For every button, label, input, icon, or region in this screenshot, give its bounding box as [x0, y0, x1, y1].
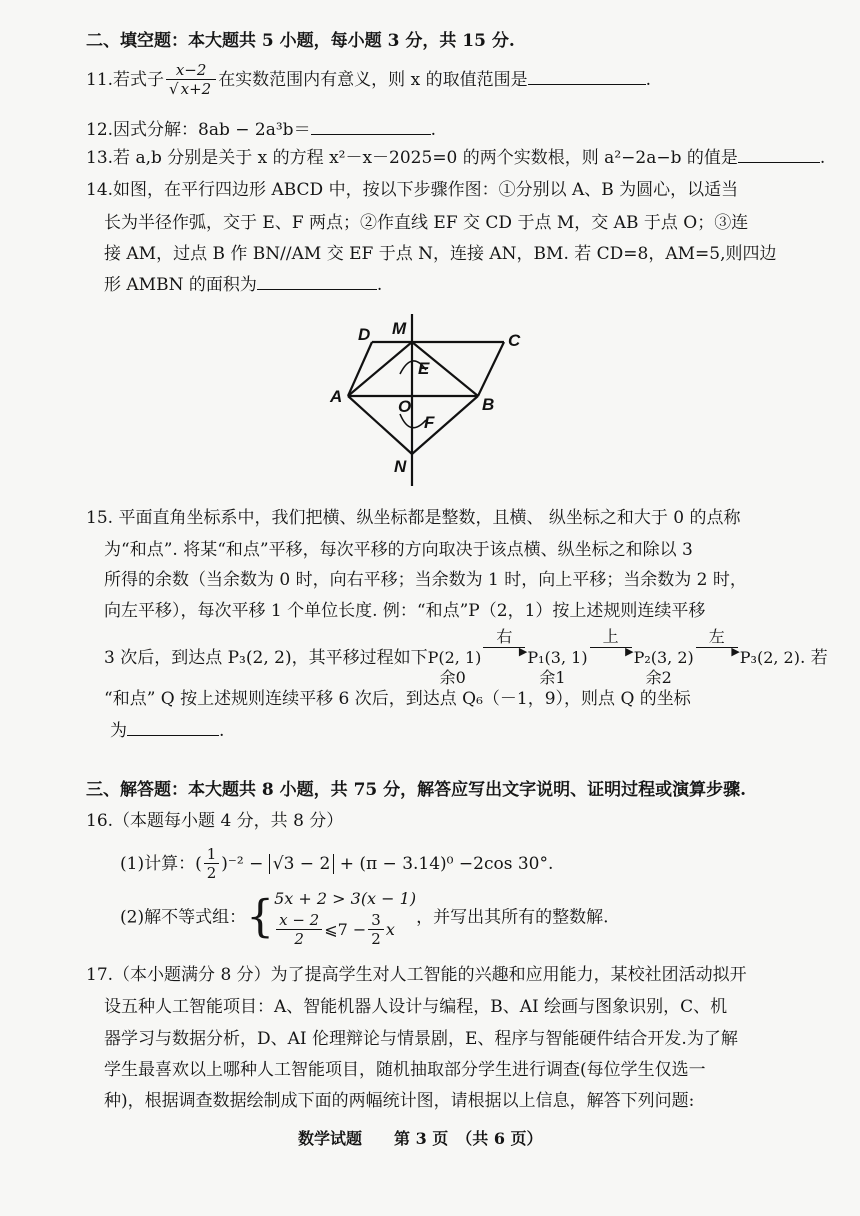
- label-e: E: [418, 359, 430, 378]
- chain-r1: 余1: [539, 667, 566, 687]
- q16-p2-label: (2)解不等式组：: [120, 907, 247, 928]
- segment-da: [348, 342, 372, 396]
- label-a: A: [330, 387, 343, 406]
- q16-p1-den: 2: [206, 864, 217, 882]
- q14-line-2: 长为半径作弧，交于 E、F 两点；②作直线 EF 交 CD 于点 M，交 AB 于点 O；③连: [104, 213, 749, 233]
- q13-text: 13.若 a,b 分别是关于 x 的方程 x²－x－2025=0 的两个实数根，则 a²−2a−b 的值是: [86, 148, 738, 168]
- chain-p2: P₂(3, 2): [633, 647, 694, 667]
- q11-suffix: 在实数范围内有意义，则 x 的取值范围是: [218, 70, 528, 90]
- inequality-system: [274, 886, 416, 949]
- q15-line-4: 向左平移），每次平移 1 个单位长度. 例：“和点”P（2，1）按上述规则连续平移: [104, 601, 706, 621]
- q16-part-1: [120, 846, 553, 880]
- ineq2-den: 2: [294, 930, 304, 948]
- chain-a3: 左: [708, 627, 725, 646]
- chain-r2: 余2: [645, 667, 672, 687]
- segment-cb: [478, 342, 504, 396]
- inequality-1: 5x + 2 > 3(x − 1): [274, 889, 417, 908]
- q17-line-2: 设五种人工智能项目：A、智能机器人设计与编程，B、AI 绘画与图象识别，C、机: [104, 997, 728, 1017]
- q15-answer-blank[interactable]: [127, 719, 219, 736]
- ineq2-den2: 2: [371, 930, 381, 948]
- q15-line-6: “和点” Q 按上述规则连续平移 6 次后，到达点 Q₆（－1，9），则点 Q 的坐标: [104, 689, 691, 709]
- q15-line-5: [104, 627, 828, 687]
- q16-title: 16.（本题每小题 4 分，共 8 分）: [86, 811, 344, 831]
- arrow-left: 左 ▶: [694, 628, 740, 668]
- page-footer: 数学试题 第 3 页 （共 6 页）: [298, 1129, 543, 1148]
- q16-p1-abs: √3 − 2: [269, 854, 335, 874]
- parallelogram-figure: [320, 310, 540, 490]
- ineq2-num: x − 2: [276, 912, 322, 930]
- q12-text: 12.因式分解：8ab − 2a³b＝: [86, 120, 311, 140]
- q16-p1-label: (1)计算：(: [120, 854, 202, 874]
- inequality-2: [274, 912, 416, 949]
- q15-line-3: 所得的余数（当余数为 0 时，向右平移；当余数为 1 时，向上平移；当余数为 2 时，: [104, 570, 747, 590]
- q13-answer-blank[interactable]: [738, 146, 820, 163]
- question-13: [86, 146, 825, 169]
- q17-line-1: 17.（本小题满分 8 分）为了提高学生对人工智能的兴趣和应用能力，某校社团活动拟开: [86, 965, 747, 985]
- q14-line-4-text: 形 AMBN 的面积为: [104, 275, 257, 295]
- q14-line-1: 14.如图，在平行四边形 ABCD 中，按以下步骤作图：①分别以 A、B 为圆心，以适当: [86, 180, 739, 200]
- q16-part-2: [120, 886, 608, 946]
- q15-line-7-text: 为: [110, 721, 127, 741]
- section-3-heading: 三、解答题：本大题共 8 小题，共 75 分，解答应写出文字说明、证明过程或演算步骤.: [86, 780, 747, 800]
- question-12: [86, 118, 436, 141]
- chain-a1: 右: [496, 627, 513, 646]
- chain-p0: P(2, 1): [427, 647, 482, 667]
- q15-line-1: 15. 平面直角坐标系中，我们把横、纵坐标都是整数，且横、 纵坐标之和大于 0 的点称: [86, 508, 741, 528]
- label-n: N: [394, 457, 407, 476]
- q17-line-4: 学生最喜欢以上哪种人工智能项目，随机抽取部分学生进行调查(每位学生仅选一: [104, 1060, 706, 1080]
- chain-p3: P₃(2, 2): [739, 647, 800, 667]
- q12-end: .: [430, 120, 436, 140]
- q11-answer-blank[interactable]: [528, 68, 646, 85]
- q17-line-5: 种)，根据调查数据绘制成下面的两幅统计图，请根据以上信息，解答下列问题:: [104, 1091, 695, 1111]
- q16-p1-rest-b: + (π − 3.14)⁰ −2cos 30°.: [339, 854, 554, 874]
- q14-line-4: [104, 273, 382, 296]
- q11-numerator: x−2: [166, 62, 216, 80]
- q11-prefix: 11.若式子: [86, 70, 165, 90]
- q15-line-2: 为“和点”. 将某“和点”平移，每次平移的方向取决于该点横、纵坐标之和除以 3: [104, 540, 693, 560]
- q14-line-3: 接 AM，过点 B 作 BN//AM 交 EF 于点 N，连接 AN，BM. 若 CD=8，AM=5,则四边: [104, 244, 777, 264]
- q14-answer-blank[interactable]: [257, 273, 377, 290]
- chain-r0: 余0: [439, 667, 466, 687]
- question-11: [86, 62, 651, 99]
- label-d: D: [358, 325, 371, 344]
- q17-line-3: 器学习与数据分析，D、AI 伦理辩论与情景剧，E、程序与智能硬件结合开发.为了解: [104, 1029, 738, 1049]
- arrow-right: 右 ▶: [481, 628, 527, 668]
- q16-p1-num: 1: [204, 846, 220, 864]
- label-c: C: [508, 331, 521, 350]
- q15-end: .: [219, 721, 225, 741]
- q11-fraction: $\frac{x-2}{√ x+2}$: [166, 62, 216, 99]
- label-m: M: [392, 319, 407, 338]
- label-f: F: [424, 413, 435, 432]
- chain-p1: P₁(3, 1): [527, 647, 588, 667]
- brace-icon: {: [246, 891, 275, 943]
- q12-answer-blank[interactable]: [311, 118, 431, 135]
- ineq2-num2: 3: [368, 912, 384, 930]
- ineq2-end: x: [385, 920, 395, 939]
- label-b: B: [482, 395, 495, 414]
- section-2-heading: 二、填空题：本大题共 5 小题，每小题 3 分，共 15 分.: [86, 31, 515, 51]
- q11-denominator: x+2: [180, 80, 212, 98]
- label-o: O: [398, 397, 412, 416]
- q16-p1-rest-a: )⁻² −: [221, 854, 264, 874]
- q15-line-5-suffix: . 若: [799, 647, 828, 668]
- q14-end: .: [376, 275, 383, 295]
- q15-line-7: [110, 719, 224, 742]
- q11-end: .: [645, 70, 651, 90]
- arrow-up: 上 ▶: [588, 628, 634, 668]
- q13-end: .: [819, 148, 826, 168]
- ineq2-mid: ⩽7 −: [324, 920, 367, 939]
- chain-a2: 上: [602, 627, 619, 646]
- q15-line-5-prefix: 3 次后，到达点 P₃(2, 2)，其平移过程如下: [104, 647, 428, 668]
- q16-p2-suffix: ，并写出其所有的整数解.: [416, 907, 609, 928]
